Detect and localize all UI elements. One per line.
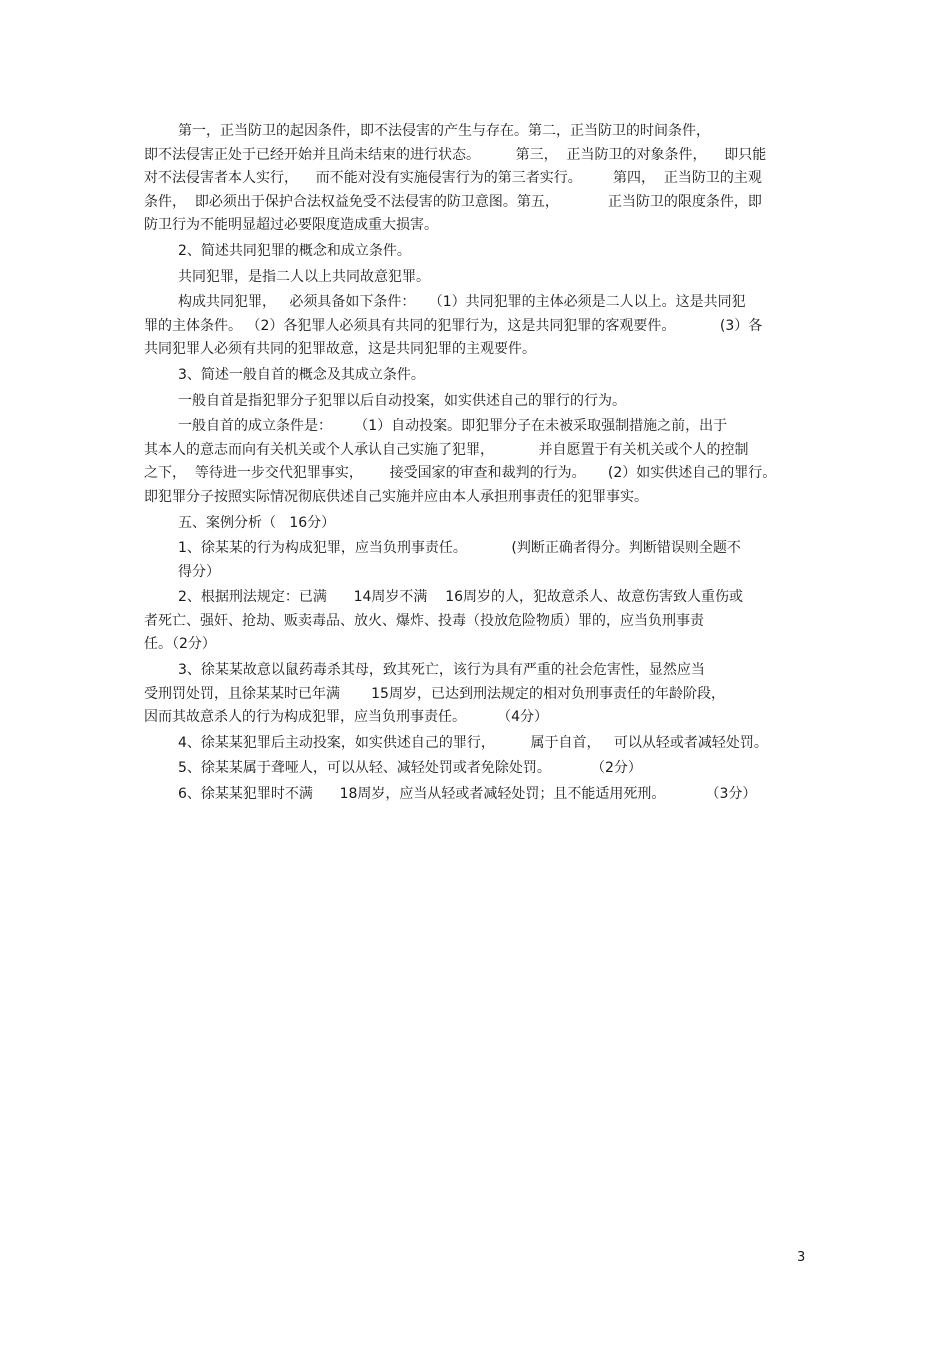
paragraph-joint-crime-definition xyxy=(144,266,808,290)
text-line: 一般自首是指犯罪分子犯罪以后自动投案，如实供述自己的罪行的行为。 xyxy=(178,392,626,409)
text-line: 对不法侵害者本人实行， 而不能对没有实施侵害行为的第三者实行。 第四， 正当防卫的主观 xyxy=(144,170,762,187)
paragraph-self-defense-conditions xyxy=(144,120,808,238)
text-line: 2、根据刑法规定：已满 14周岁不满 16周岁的人，犯故意杀人、故意伤害致人重伤或 xyxy=(178,589,744,606)
text-line: 即犯罪分子按照实际情况彻底供述自己实施并应由本人承担刑事责任的犯罪事实。 xyxy=(144,488,648,505)
text-line: 3、徐某某故意以鼠药毒杀其母，致其死亡，该行为具有严重的社会危害性，显然应当 xyxy=(178,662,705,679)
text-line: 3、简述一般自首的概念及其成立条件。 xyxy=(178,366,425,383)
text-line: 即不法侵害正处于已经开始并且尚未结束的进行状态。 第三， 正当防卫的对象条件， 即只能 xyxy=(144,146,767,163)
text-line: 2、简述共同犯罪的概念和成立条件。 xyxy=(178,242,411,259)
text-line: 5、徐某某属于聋哑人，可以从轻、减轻处罚或者免除处罚。 （2分） xyxy=(178,760,642,777)
text-line: 一般自首的成立条件是： （1）自动投案。即犯罪分子在未被采取强制措施之前，出于 xyxy=(178,418,728,435)
text-line: 任。（2分） xyxy=(144,636,216,653)
text-line: 其本人的意志而向有关机关或个人承认自己实施了犯罪， 并自愿置于有关机关或个人的控制 xyxy=(144,441,749,458)
text-line: 因而其故意杀人的行为构成犯罪，应当负刑事责任。 （4分） xyxy=(144,709,549,726)
section-5-heading xyxy=(144,512,808,536)
case-answer-4 xyxy=(144,732,808,756)
text-line: 者死亡、强奸、抢劫、贩卖毒品、放火、爆炸、投毒（投放危险物质）罪的，应当负刑事责 xyxy=(144,612,704,629)
question-2-heading xyxy=(144,240,808,264)
question-3-heading xyxy=(144,364,808,388)
case-answer-1 xyxy=(144,537,808,584)
text-line: 4、徐某某犯罪后主动投案，如实供述自己的罪行， 属于自首， 可以从轻或者减轻处罚。 xyxy=(178,734,768,751)
paragraph-surrender-definition xyxy=(144,390,808,414)
text-line: 共同犯罪，是指二人以上共同故意犯罪。 xyxy=(178,268,430,285)
case-answer-5 xyxy=(144,757,808,781)
text-line: 防卫行为不能明显超过必要限度造成重大损害。 xyxy=(144,217,438,234)
text-line: 条件， 即必须出于保护合法权益免受不法侵害的防卫意图。第五， 正当防卫的限度条件，即 xyxy=(144,193,762,210)
text-line: 得分） xyxy=(178,563,220,580)
text-line: 罪的主体条件。 （2）各犯罪人必须具有共同的犯罪行为，这是共同犯罪的客观要件。 (3）各 xyxy=(144,317,763,334)
case-answer-6 xyxy=(144,783,808,807)
text-line: 受刑罚处罚，且徐某某时已年满 15周岁，已达到刑法规定的相对负刑事责任的年龄阶段， xyxy=(144,685,725,702)
case-answer-2 xyxy=(144,586,808,657)
paragraph-joint-crime-conditions xyxy=(144,291,808,362)
page-number: 3 xyxy=(797,1250,806,1265)
case-answer-3 xyxy=(144,659,808,730)
text-line: 共同犯罪人必须有共同的犯罪故意，这是共同犯罪的主观要件。 xyxy=(144,341,536,358)
text-line: 1、徐某某的行为构成犯罪，应当负刑事责任。 (判断正确者得分。判断错误则全题不 xyxy=(178,540,741,557)
text-line: 五、案例分析（ 16分） xyxy=(178,514,336,531)
text-line: 第一，正当防卫的起因条件，即不法侵害的产生与存在。第二，正当防卫的时间条件， xyxy=(178,123,710,139)
document-body xyxy=(144,120,808,809)
paragraph-surrender-conditions xyxy=(144,415,808,509)
text-line: 构成共同犯罪， 必须具备如下条件： （1）共同犯罪的主体必须是二人以上。这是共同犯 xyxy=(178,294,746,311)
text-line: 之下， 等待进一步交代犯罪事实， 接受国家的审查和裁判的行为。 (2）如实供述自己的罪行。 xyxy=(144,465,777,482)
text-line: 6、徐某某犯罪时不满 18周岁，应当从轻或者减轻处罚；且不能适用死刑。 （3分） xyxy=(178,786,757,803)
